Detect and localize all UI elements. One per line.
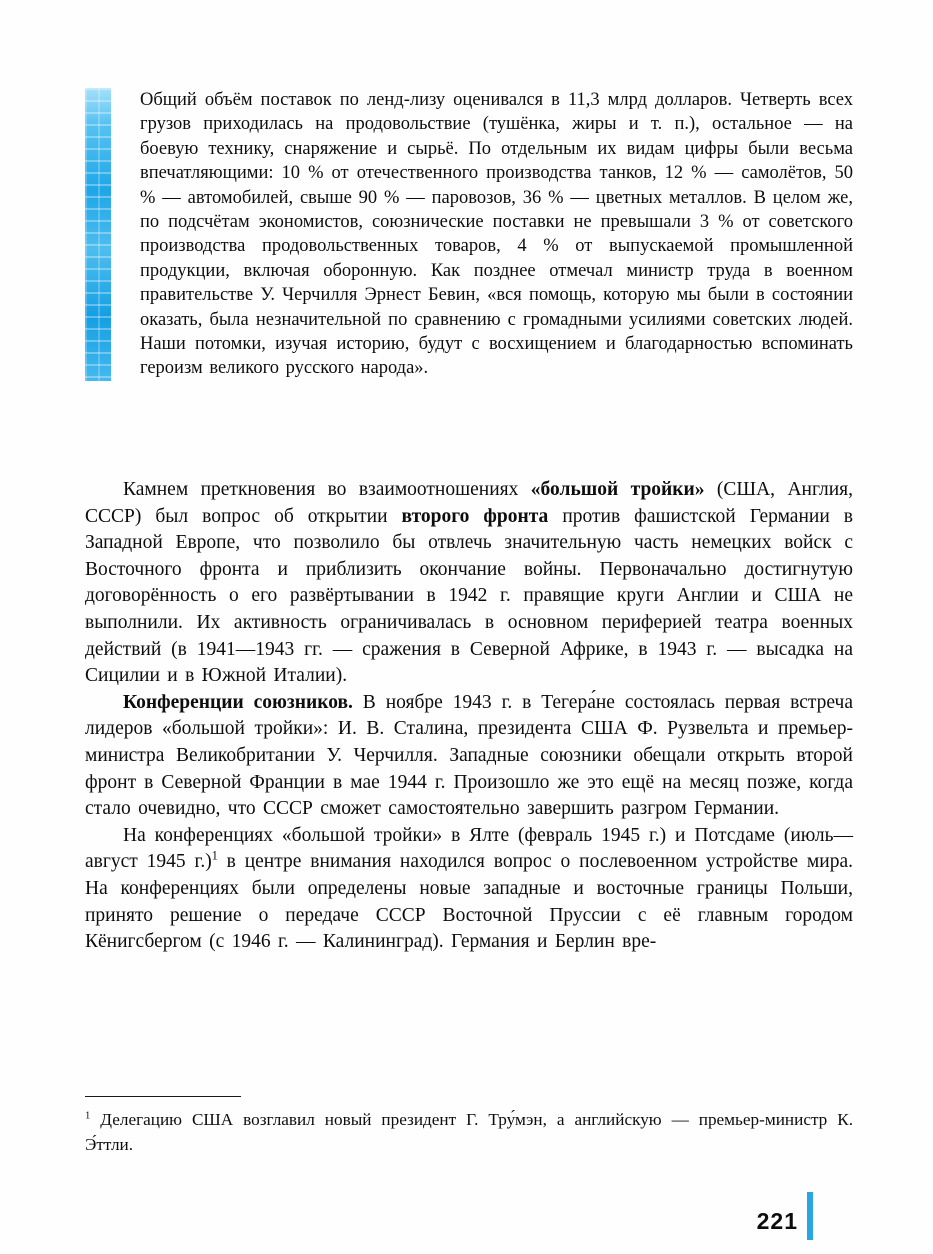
footnote-divider <box>85 1096 241 1097</box>
bold-big-three: «большой тройки» <box>530 479 705 500</box>
footnote-area <box>85 1096 853 1157</box>
page-number: 221 <box>756 1208 798 1234</box>
bold-second-front: второго фронта <box>401 505 549 527</box>
quote-text: Общий объём поставок по ленд-лизу оценивался в 11,3 млрд долларов. Четверть всех грузов приходилась на продовольствие (тушёнка, жиры и т. п.), остальное — на боевую технику, снаряжение и сырьё. По отдельным их видам цифры были весьма впечатляющими: 10 % от отечественного производства танков, 12 % — самолётов, 50 % — автомобилей, свыше 90 % — паровозов, 36 % — цветных металлов. В целом же, по подсчётам экономистов, союзнические поставки не превышали 3 % от советского производства продовольственных товаров, 4 % от выпускаемой промышленной продукции, включая оборонную. Как позднее отмечал министр труда в военном правительстве У. Черчилля Эрнест Бевин, «вся помощь, которую мы были в состоянии оказать, была незначительной по сравнению с громадными усилиями советских людей. Наши потомки, изучая историю, будут с восхищением и благодарностью вспоминать героизм великого русского народа». <box>140 90 853 379</box>
text-run: В ноябре 1943 г. в Тегера́не состоялась первая встреча лидеров «большой тройки»: И. В. Сталина, президента США Ф. Рузвельта и премьер-министра Великобритании У. Черчилля. Западные союзники обещали открыть второй фронт в Северной Франции в мае 1944 г. Произошло же это ещё на месяц позже, когда стало очевидно, что СССР сможет самостоятельно завершить разгром Германии. <box>85 691 854 820</box>
text-run: Камнем преткновения во взаимоотношениях <box>123 479 531 500</box>
footnote-body: Делегацию США возглавил новый президент Г. Тру́мэн, а английскую — премьер-министр К. Э́ттли. <box>85 1110 853 1154</box>
text-run: против фашистской Германии в Западной Европе, что позволило бы отвлечь значительную часть немецких войск с Восточного фронта и приблизить окончание войны. Первоначально достигнутую договорённость о его развёртывании в 1942 г. правящие круги Англии и США не выполнили. Их активность ограничивалась в основном периферией театра военных действий (в 1941—1943 гг. — сражения в Северной Африке, в 1943 г. — высадка на Сицилии и в Южной Италии). <box>85 505 853 687</box>
main-text <box>85 477 853 956</box>
page-number-accent-bar <box>807 1192 813 1240</box>
paragraph-yalta-potsdam <box>85 823 853 956</box>
footnote-marker: 1 <box>85 1110 91 1122</box>
lend-lease-quote-block <box>85 88 853 381</box>
footnote-reference-1: 1 <box>211 848 218 863</box>
footnote-text <box>85 1108 853 1157</box>
paragraph-conferences <box>85 690 853 823</box>
text-run: На конференциях «большой тройки» в Ялте (февраль 1945 г.) и Потсдаме (июль—август 1945 г.) <box>85 824 853 873</box>
text-run: в центре внимания находился вопрос о послевоенном устройстве мира. На конференциях были определены новые западные и восточные границы Польши, принято решение о передаче СССР Восточной Пруссии с её главным городом Кёнигсбергом (с 1946 г. — Калининград). Германия и Берлин вре- <box>85 851 853 953</box>
quote-accent-bar <box>85 88 111 381</box>
text-run: (США, Англия, СССР) был вопрос об открытии <box>85 479 853 527</box>
paragraph-heading-conferences: Конференции союзников. <box>123 691 353 713</box>
paragraph-second-front <box>85 477 853 690</box>
page-footer <box>757 1192 813 1240</box>
